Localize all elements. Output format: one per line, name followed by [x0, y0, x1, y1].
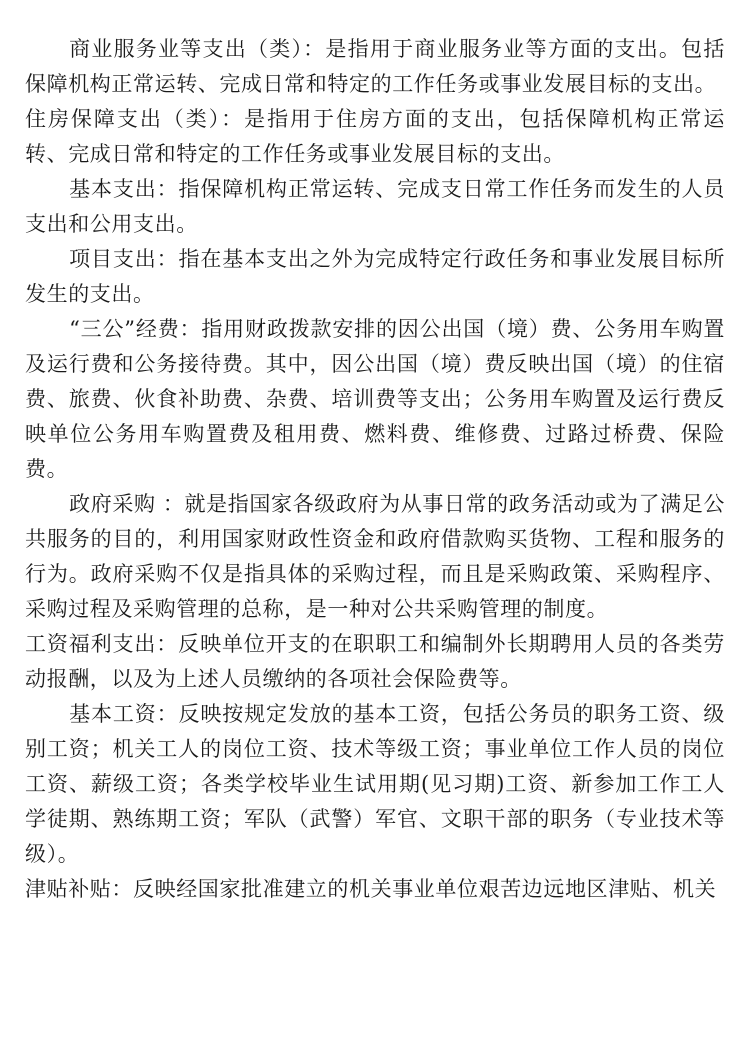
paragraph-wages-welfare: 工资福利支出：反映单位开支的在职职工和编制外长期聘用人员的各类劳动报酬，以及为上述人员缴纳的各项社会保险费等。	[25, 632, 725, 691]
paragraph-government-procurement: 政府采购 ：就是指国家各级政府为从事日常的政务活动或为了满足公共服务的目的，利用国家财政性资金和政府借款购买货物、工程和服务的行为。政府采购不仅是指具体的采购过程，而且是采购政策、采购程序、采购过程及采购管理的总称，是一种对公共采购管理的制度。	[25, 492, 725, 621]
paragraph-three-public-funds: “三公”经费：指用财政拨款安排的因公出国（境）费、公务用车购置及运行费和公务接待费。其中，因公出国（境）费反映出国（境）的住宿费、旅费、伙食补助费、杂费、培训费等支出；公务用车购置及运行费反映单位公务用车购置费及租用费、燃料费、维修费、过路过桥费、保险费。	[25, 317, 725, 481]
paragraph-commercial-services: 商业服务业等支出（类）：是指用于商业服务业等方面的支出。包括保障机构正常运转、完成日常和特定的工作任务或事业发展目标的支出。	[25, 37, 725, 96]
paragraph-allowances: 津贴补贴：反映经国家批准建立的机关事业单位艰苦边远地区津贴、机关	[25, 877, 717, 901]
paragraph-project-expenditure: 项目支出：指在基本支出之外为完成特定行政任务和事业发展目标所发生的支出。	[25, 247, 725, 306]
paragraph-basic-expenditure: 基本支出：指保障机构正常运转、完成支日常工作任务而发生的人员支出和公用支出。	[25, 177, 725, 236]
paragraph-basic-wages: 基本工资：反映按规定发放的基本工资，包括公务员的职务工资、级别工资；机关工人的岗位工资、技术等级工资；事业单位工作人员的岗位工资、薪级工资；各类学校毕业生试用期(见习期)工资、新参加工作工人学徒期、熟练期工资；军队（武警）军官、文职干部的职务（专业技术等级）。	[25, 702, 725, 866]
paragraph-housing-security: 住房保障支出（类）：是指用于住房方面的支出，包括保障机构正常运转、完成日常和特定的工作任务或事业发展目标的支出。	[25, 107, 725, 166]
